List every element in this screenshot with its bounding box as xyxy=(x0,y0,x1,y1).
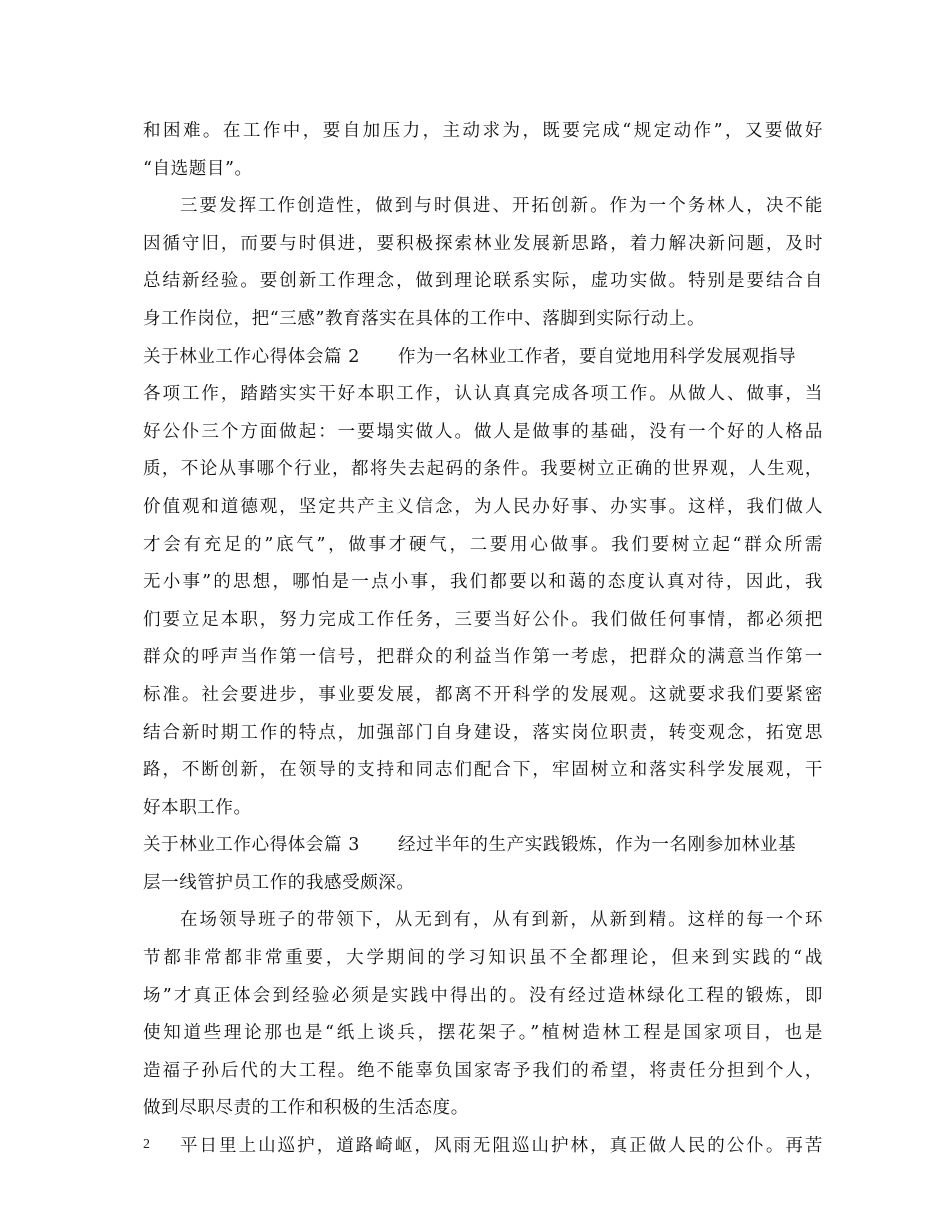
paragraph-line: 们要立足本职，努力完成工作任务，三要当好公仆。我们做任何事情，都必须把 xyxy=(143,609,823,630)
paragraph-line: 好公仆三个方面做起：一要塌实做人。做人是做事的基础，没有一个好的人格品 xyxy=(143,421,823,442)
text-body xyxy=(143,113,823,1166)
line-text: 经过半年的生产实践锻炼，作为一名刚参加林业基 xyxy=(398,835,797,856)
paragraph-line: 结合新时期工作的特点，加强部门自身建设，落实岗位职责，转变观念，拓宽思 xyxy=(143,722,823,743)
paragraph-line: 路，不断创新，在领导的支持和同志们配合下，牢固树立和落实科学发展观，干 xyxy=(143,760,823,781)
paragraph-line: 场”才真正体会到经验必须是实践中得出的。没有经过造林绿化工程的锻炼，即 xyxy=(143,985,823,1006)
paragraph-line: 三要发挥工作创造性，做到与时俱进、开拓创新。作为一个务林人，决不能 xyxy=(180,196,823,217)
paragraph-line: 标准。社会要进步，事业要发展，都离不开科学的发展观。这就要求我们要紧密 xyxy=(143,684,823,705)
paragraph-line: 造福子孙后代的大工程。绝不能辜负国家寄予我们的希望，将责任分担到个人， xyxy=(143,1060,823,1081)
paragraph-line: 群众的呼声当作第一信号，把群众的利益当作第一考虑，把群众的满意当作第一 xyxy=(143,647,823,668)
section-heading-line xyxy=(143,827,823,865)
paragraph-line: 无小事”的思想，哪怕是一点小事，我们都要以和蔼的态度认真对待，因此，我 xyxy=(143,572,823,593)
paragraph-line: 总结新经验。要创新工作理念，做到理论联系实际，虚功实做。特别是要结合自 xyxy=(143,271,823,292)
paragraph-line: 才会有充足的”底气”，做事才硬气，二要用心做事。我们要树立起“群众所需 xyxy=(143,534,823,555)
line-text: 作为一名林业工作者，要自觉地用科学发展观指导 xyxy=(398,346,797,367)
page-number: 2 xyxy=(143,1137,150,1152)
paragraph-line: 因循守旧，而要与时俱进，要积极探索林业发展新思路，着力解决新问题，及时 xyxy=(143,233,823,254)
paragraph-line: 使知道些理论那也是“纸上谈兵，摆花架子。”植树造林工程是国家项目，也是 xyxy=(143,1023,823,1044)
paragraph-line: 好本职工作。 xyxy=(143,797,252,818)
paragraph-line: 在场领导班子的带领下，从无到有，从有到新，从新到精。这样的每一个环 xyxy=(180,910,823,931)
section-heading: 关于林业工作心得体会篇 3 xyxy=(143,835,360,856)
paragraph-line: 身工作岗位，把“三感”教育落实在具体的工作中、落脚到实际行动上。 xyxy=(143,308,706,329)
paragraph-line: 和困难。在工作中，要自加压力，主动求为，既要完成“规定动作”，又要做好 xyxy=(143,121,823,141)
paragraph-line: “自选题目”。 xyxy=(143,158,253,179)
paragraph-line: 价值观和道德观，坚定共产主义信念，为人民办好事、办实事。这样，我们做人 xyxy=(143,496,823,517)
section-heading: 关于林业工作心得体会篇 2 xyxy=(143,346,360,367)
paragraph-line: 各项工作，踏踏实实干好本职工作，认认真真完成各项工作。从做人、做事，当 xyxy=(143,384,823,405)
paragraph-line: 层一线管护员工作的我感受颇深。 xyxy=(143,872,415,893)
paragraph-line: 质，不论从事哪个行业，都将失去起码的条件。我要树立正确的世界观，人生观， xyxy=(143,459,823,480)
paragraph-line: 平日里上山巡护，道路崎岖，风雨无阻巡山护林，真正做人民的公仆。再苦 xyxy=(180,1136,823,1157)
paragraph-line: 节都非常都非常重要，大学期间的学习知识虽不全都理论，但来到实践的“战 xyxy=(143,948,823,969)
paragraph-line: 做到尽职尽责的工作和积极的生活态度。 xyxy=(143,1098,469,1119)
section-heading-line xyxy=(143,339,823,377)
